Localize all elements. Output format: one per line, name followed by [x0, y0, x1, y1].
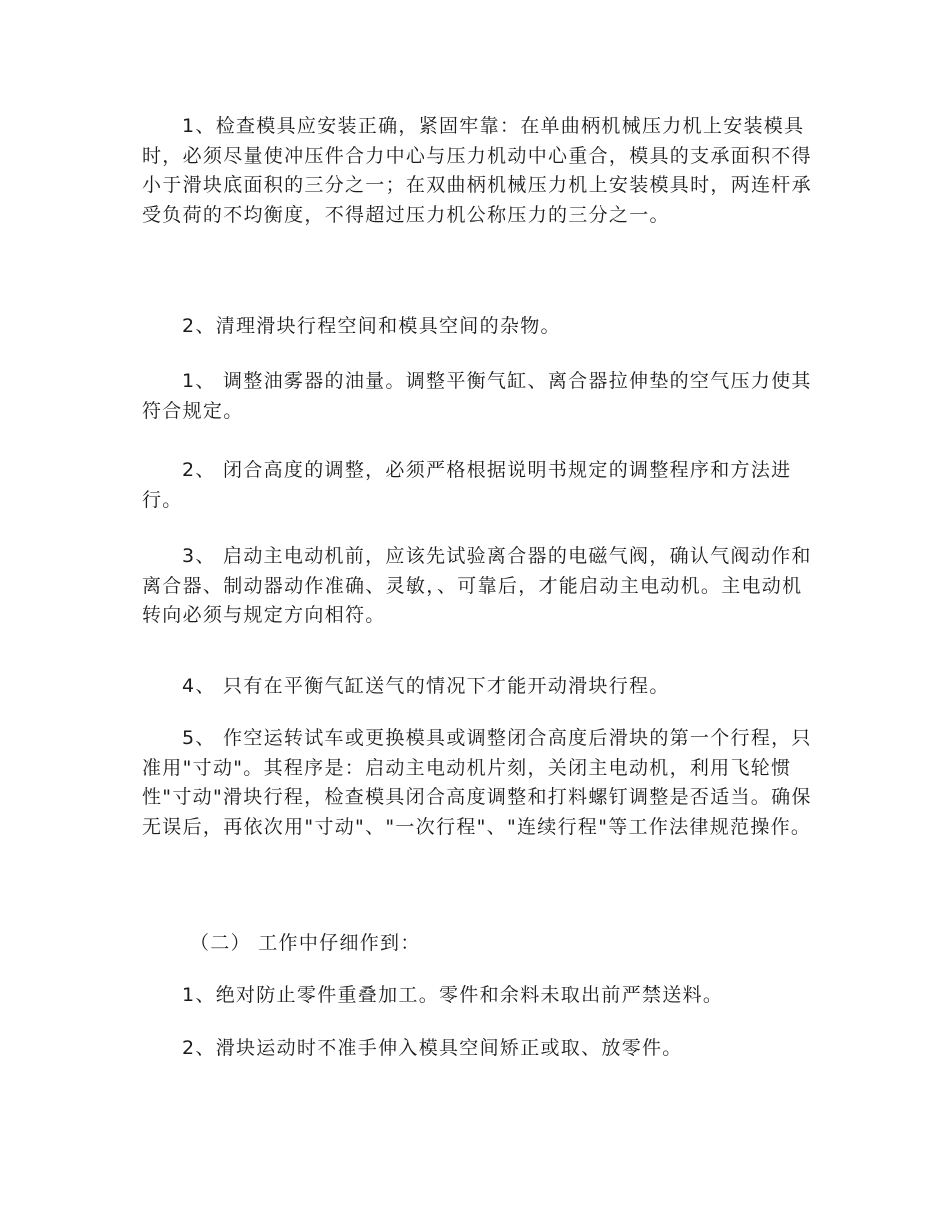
paragraph-closed-height-adjustment: 2、 闭合高度的调整，必须严格根据说明书规定的调整程序和方法进行。 [142, 459, 792, 511]
paragraph-start-main-motor: 3、 启动主电动机前，应该先试验离合器的电磁气阀，确认气阀动作和离合器、制动器动作准确、灵敏，、可靠后，才能启动主电动机。主电动机转向必须与规定方向相符。 [142, 545, 812, 627]
paragraph-no-hands-in-mold: 2、滑块运动时不准手伸入模具空间矫正或取、放零件。 [182, 1037, 683, 1059]
section-heading-during-work: （二） 工作中仔细作到： [190, 932, 421, 954]
paragraph-clear-slider-space: 2、清理滑块行程空间和模具空间的杂物。 [182, 315, 561, 337]
paragraph-mold-installation: 1、检查模具应安装正确，紧固牢靠：在单曲柄机械压力机上安装模具时，必须尽量使冲压件合力中心与压力机动中心重合，模具的支承面积不得小于滑块底面积的三分之一；在双曲柄机械压力机上安装模具时，两连杆承受负荷的不均衡度，不得超过压力机公称压力的三分之一。 [142, 115, 812, 226]
paragraph-balance-cylinder: 4、 只有在平衡气缸送气的情况下才能开动滑块行程。 [182, 675, 670, 697]
paragraph-oil-mist-adjustment: 1、 调整油雾器的油量。调整平衡气缸、离合器拉伸垫的空气压力使其符合规定。 [142, 370, 812, 422]
paragraph-inching-procedure: 5、 作空运转试车或更换模具或调整闭合高度后滑块的第一个行程，只准用"寸动"。其程序是：启动主电动机片刻，关闭主电动机，利用飞轮惯性"寸动"滑块行程，检查模具闭合高度调整和打料螺钉调整是否适当。确保无误后，再依次用"寸动"、"一次行程"、"连续行程"等工作法律规范操作。 [142, 727, 812, 838]
paragraph-prevent-overlap: 1、绝对防止零件重叠加工。零件和余料未取出前严禁送料。 [182, 984, 724, 1006]
